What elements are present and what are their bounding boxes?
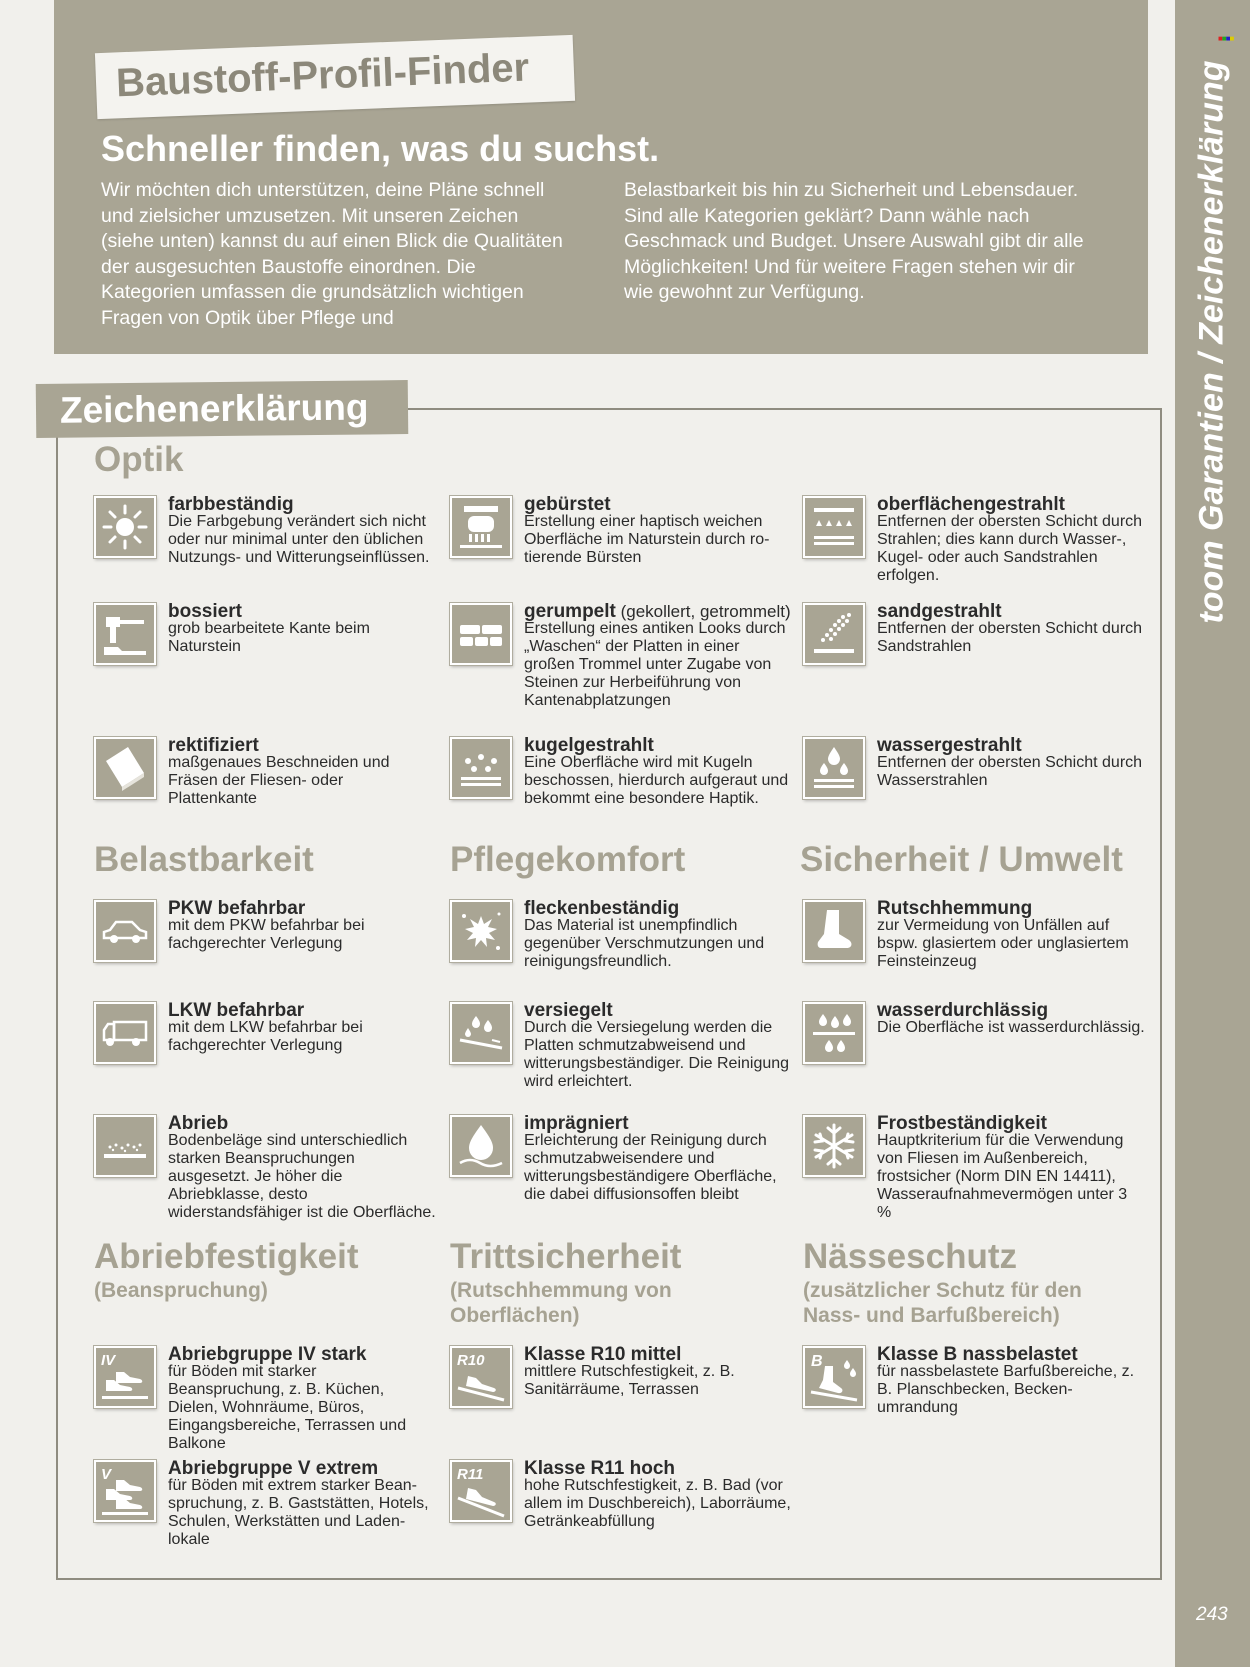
item-description: Entfernen der obersten Schicht durch Strahlen; dies kann durch Wasser-, Kugel- oder auch Sandstrahlen erfolgen.: [877, 513, 1143, 584]
item-title: gebürstet: [524, 494, 611, 515]
item-title: rektifiziert: [168, 735, 259, 756]
item-title: imprägniert: [524, 1113, 629, 1134]
item-description: Entfernen der obersten Schicht durch Sandstrahlen: [877, 620, 1143, 655]
item-title: Klasse R11 hoch: [524, 1458, 676, 1479]
item-description: für nassbelastete Barfußbereiche, z. B. Planschbecken, Beckenumrandung: [877, 1363, 1135, 1416]
headline: Schneller finden, was du suchst.: [101, 128, 660, 169]
item-title: PKW befahrbar: [168, 898, 306, 919]
item-description: mit dem PKW befahrbar bei fachgerechter Verlegung: [168, 917, 365, 952]
item-title: Klasse B nassbelastet: [877, 1344, 1078, 1365]
svg-text:B: B: [811, 1353, 823, 1370]
shoe-ramp-icon: [450, 1460, 512, 1522]
sun-icon: [94, 496, 156, 558]
page-number: 243: [1196, 1604, 1228, 1625]
ball-blast-icon: [450, 737, 512, 799]
item-title-extra: (gekollert, getrommelt): [615, 602, 791, 621]
item-description: Die Farbgebung verändert sich nicht oder nur minimal unter den üblichen Nutzungs- und Witterungseinflüssen.: [168, 513, 430, 566]
item-description: Eine Oberfläche wird mit Kugeln beschossen, hierdurch aufgeraut und bekommt eine besondere Haptik.: [524, 754, 789, 807]
item-title: sandgestrahlt: [877, 601, 1002, 622]
sand-blast-icon: [803, 603, 865, 665]
item-title: Klasse R10 mittel: [524, 1344, 682, 1365]
intro-text-col1: Wir möchten dich unterstützen, deine Pläne schnell und zielsicher umzusetzen. Mit unseren Zeichen (siehe unten) kannst du auf einen Blick die Qualitäten der ausgesuchten Baustoffe einordnen. Die Kategorien umfassen die grundsätzlich wichtigen Fragen von Optik über Pflege und: [101, 179, 563, 329]
item-title: versiegelt: [524, 1000, 613, 1021]
category-optik: Optik: [94, 440, 184, 479]
item-description: Erleichterung der Reinigung durch schmutzabweisendere und witterungsbeständigere Oberfläche, die dabei diffusionsoffen bleibt: [524, 1132, 777, 1203]
item-title: Abriebgruppe IV stark: [168, 1344, 367, 1365]
item-title: Rutschhemmung: [877, 898, 1033, 919]
intro-text-col2: Belastbarkeit bis hin zu Sicherheit und Lebensdauer. Sind alle Kategorien geklärt? Dann wähle nach Geschmack und Budget. Unsere Auswahl gibt dir alle Möglichkeiten! Und für weitere Fragen stehen wir dir wie gewohnt zur Verfügung.: [624, 179, 1084, 303]
item-title: farbbeständig: [168, 494, 294, 515]
drop-icon: [450, 1115, 512, 1177]
water-blast-icon: [803, 737, 865, 799]
item-description: hohe Rutschfestigkeit, z. B. Bad (vor allem im Duschbereich), Laborräume, Getränkeabfüllung: [524, 1477, 791, 1530]
car-icon: [94, 900, 156, 962]
snowflake-icon: [803, 1115, 865, 1177]
sidebar-title: toom Garantien / Zeichenerklärung: [1192, 60, 1231, 624]
category-pflegekomfort: Pflegekomfort: [450, 840, 686, 879]
permeable-icon: [803, 1002, 865, 1064]
category-abriebfestigkeit: Abriebfestigkeit: [94, 1237, 359, 1276]
item-title: wasserdurchlässig: [877, 1000, 1049, 1021]
svg-text:V: V: [101, 1466, 112, 1483]
category-abriebfestigkeit-sub: (Beanspruchung): [94, 1279, 268, 1302]
category-trittsicherheit-sub: (Rutschhemmung von Oberflächen): [450, 1279, 672, 1327]
item-description: mit dem LKW befahrbar bei fachgerechter Verlegung: [168, 1019, 363, 1054]
hammer-icon: [94, 603, 156, 665]
item-description: Entfernen der obersten Schicht durch Wasserstrahlen: [877, 754, 1143, 789]
item-description: Die Oberfläche ist wasserdurchlässig.: [877, 1019, 1145, 1036]
item-title: LKW befahrbar: [168, 1000, 305, 1021]
item-title: Frostbeständigkeit: [877, 1113, 1047, 1134]
stones-icon: [450, 603, 512, 665]
item-title: kugelgestrahlt: [524, 735, 654, 756]
wet-foot-icon: [803, 1346, 865, 1408]
abrasion-icon: [94, 1115, 156, 1177]
foot-icon: [803, 900, 865, 962]
item-title: bossiert: [168, 601, 242, 622]
item-title: Abriebgruppe V extrem: [168, 1458, 379, 1479]
item-title-text: gerumpelt: [524, 601, 616, 622]
item-description: zur Vermeidung von Unfällen auf bspw. glasiertem oder unglasiertem Feinsteinzeug: [877, 917, 1129, 970]
legend-title: Zeichenerklärung: [59, 386, 369, 431]
category-belastbarkeit: Belastbarkeit: [94, 840, 314, 879]
tile-edge-icon: [94, 737, 156, 799]
item-description: für Böden mit starker Beanspruchung, z. B. Küchen, Dielen, Wohnräume, Büros, Eingangsbereiche, Terrassen und Balkone: [168, 1363, 407, 1452]
item-description: Das Material ist unempfindlich gegenüber Verschmutzungen und reinigungsfreundlich.: [524, 917, 765, 970]
item-description: Erstellung einer haptisch weichen Oberfläche im Naturstein durch rotierende Bürsten: [524, 513, 770, 566]
shoes-icon: [94, 1460, 156, 1522]
svg-text:R11: R11: [457, 1466, 484, 1483]
item-description: Bodenbeläge sind unterschiedlich starken Beanspruchungen ausgesetzt. Je höher die Abriebklasse, desto widerstandsfähiger ist die Oberfläche.: [168, 1132, 436, 1221]
svg-text:IV: IV: [101, 1352, 116, 1369]
item-description: Erstellung eines antiken Looks durch „Waschen“ der Platten in einer großen Trommel unter Zugabe von Steinen zur Herbeiführung von Kantenabplatzungen: [524, 620, 786, 709]
surface-blast-icon: [803, 496, 865, 558]
legend-title-tape: [36, 380, 409, 438]
item-description: grob bearbeitete Kante beim Naturstein: [168, 620, 370, 655]
item-description: mittlere Rutschfestigkeit, z. B. Sanitärräume, Terrassen: [524, 1363, 735, 1398]
color-marks: ■■■■: [1218, 34, 1234, 43]
svg-text:R10: R10: [457, 1352, 485, 1369]
finder-title: Baustoff-Profil-Finder: [115, 45, 530, 106]
item-title: wassergestrahlt: [877, 735, 1022, 756]
item-title: oberflächengestrahlt: [877, 494, 1065, 515]
item-title: fleckenbeständig: [524, 898, 680, 919]
item-description: Hauptkriterium für die Verwendung von Fliesen im Außenbereich, frostsicher (Norm DIN EN 14411), Wasseraufnahmevermögen unter 3 %: [877, 1132, 1128, 1221]
truck-icon: [94, 1002, 156, 1064]
item-description: für Böden mit extrem starker Beanspruchung, z. B. Gaststätten, Hotels, Schulen, Werkstätten und Ladenlokale: [168, 1477, 429, 1548]
item-description: maßgenaues Beschneiden und Fräsen der Fliesen- oder Plattenkante: [168, 754, 390, 807]
stain-icon: [450, 900, 512, 962]
item-title: Abrieb: [168, 1113, 229, 1134]
category-naesseschutz: Nässeschutz: [803, 1237, 1017, 1276]
shoe-ramp-icon: [450, 1346, 512, 1408]
sealed-icon: [450, 1002, 512, 1064]
item-description: Durch die Versiegelung werden die Platten schmutzabweisend und witterungsbeständiger. Die Reinigung wird erleichtert.: [524, 1019, 790, 1090]
brush-icon: [450, 496, 512, 558]
shoes-icon: [94, 1346, 156, 1408]
category-trittsicherheit: Trittsicherheit: [450, 1237, 682, 1276]
category-naesseschutz-sub: (zusätzlicher Schutz für den Nass- und Barfußbereich): [803, 1279, 1082, 1327]
category-sicherheit: Sicherheit / Umwelt: [800, 840, 1123, 879]
